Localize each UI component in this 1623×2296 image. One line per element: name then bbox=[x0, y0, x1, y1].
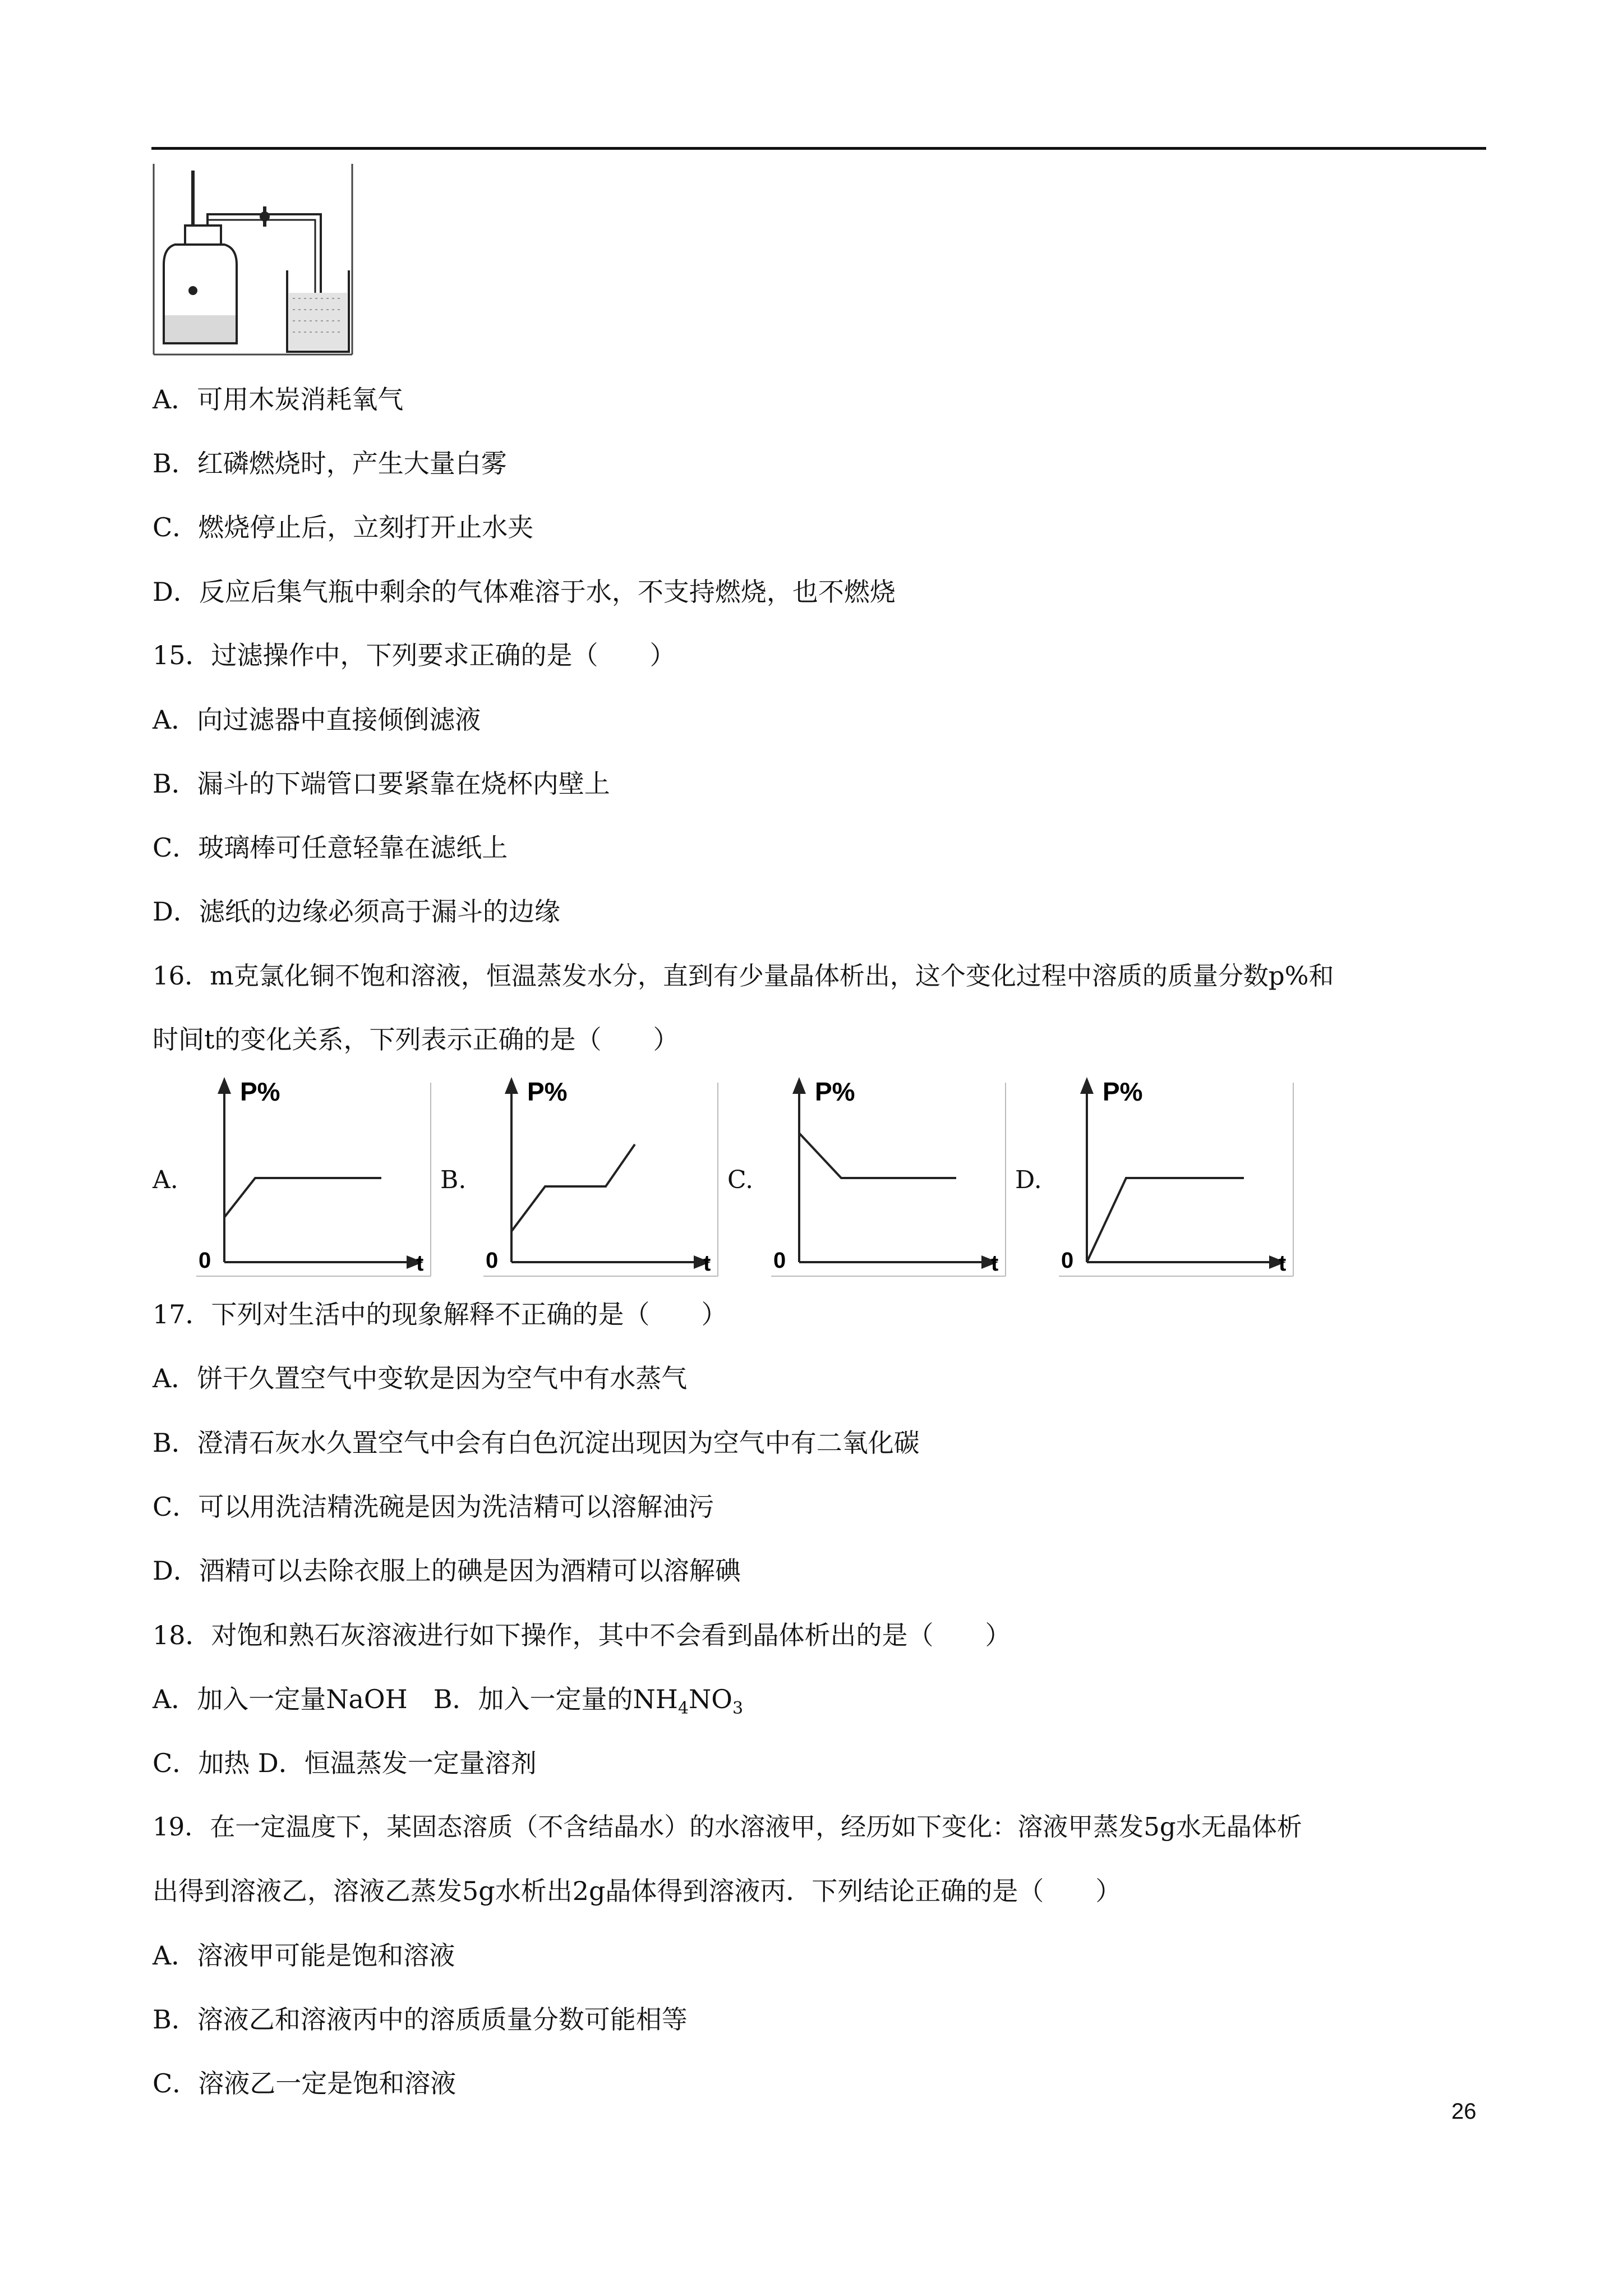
graph-option-d-label: D. bbox=[1015, 1166, 1042, 1194]
graph-option-c bbox=[771, 1071, 1012, 1279]
graph-option-b bbox=[483, 1071, 725, 1279]
graph-a-ylabel: P% bbox=[240, 1077, 280, 1106]
q18-sub-4: 4 bbox=[677, 1699, 689, 1719]
page-number: 26 bbox=[1451, 2099, 1477, 2124]
q18-sub-3: 3 bbox=[732, 1699, 744, 1719]
graph-a-origin: 0 bbox=[199, 1248, 211, 1273]
graph-b-origin: 0 bbox=[486, 1248, 499, 1273]
graph-d-origin: 0 bbox=[1061, 1248, 1074, 1273]
q17-option-b: B．澄清石灰水久置空气中会有白色沉淀出现因为空气中有二氧化碳 bbox=[153, 1428, 920, 1458]
graph-option-a bbox=[196, 1071, 437, 1279]
graph-d-ylabel: P% bbox=[1103, 1077, 1143, 1106]
q17-option-a: A．饼干久置空气中变软是因为空气中有水蒸气 bbox=[153, 1363, 688, 1393]
header-rule bbox=[151, 147, 1486, 150]
graph-option-a-label: A. bbox=[153, 1166, 178, 1194]
graph-a-xlabel: t bbox=[416, 1251, 424, 1276]
graph-option-d bbox=[1059, 1071, 1300, 1279]
q17-stem: 17．下列对生活中的现象解释不正确的是（ ） bbox=[153, 1299, 727, 1329]
graph-b-xlabel: t bbox=[703, 1251, 711, 1276]
q16-stem-line2: 时间t的变化关系，下列表示正确的是（ ） bbox=[153, 1024, 679, 1055]
q15-option-d: D．滤纸的边缘必须高于漏斗的边缘 bbox=[153, 896, 560, 927]
q17-option-c: C．可以用洗洁精洗碗是因为洗洁精可以溶解油污 bbox=[153, 1492, 714, 1522]
graph-b-ylabel: P% bbox=[527, 1077, 568, 1106]
q15-option-a: A．向过滤器中直接倾倒滤液 bbox=[153, 705, 481, 735]
graph-d-xlabel: t bbox=[1279, 1251, 1287, 1276]
q14-option-b: B．红磷燃烧时，产生大量白雾 bbox=[153, 448, 507, 478]
q19-option-a: A．溶液甲可能是饱和溶液 bbox=[153, 1940, 455, 1971]
q19-stem-line2: 出得到溶液乙，溶液乙蒸发5g水析出2g晶体得到溶液丙．下列结论正确的是（ ） bbox=[153, 1876, 1122, 1906]
q15-option-b: B．漏斗的下端管口要紧靠在烧杯内壁上 bbox=[153, 769, 610, 799]
q18-options-cd: C．加热 D．恒温蒸发一定量溶剂 bbox=[153, 1748, 537, 1778]
q14-option-d: D．反应后集气瓶中剩余的气体难溶于水，不支持燃烧，也不燃烧 bbox=[153, 577, 896, 607]
graph-option-c-label: C. bbox=[727, 1166, 754, 1194]
q15-stem: 15．过滤操作中，下列要求正确的是（ ） bbox=[153, 640, 676, 670]
q19-option-c: C．溶液乙一定是饱和溶液 bbox=[153, 2068, 457, 2099]
graph-c-origin: 0 bbox=[773, 1248, 786, 1273]
q16-stem-line1: 16．m克氯化铜不饱和溶液，恒温蒸发水分，直到有少量晶体析出，这个变化过程中溶质的质量分数p%和 bbox=[153, 961, 1334, 991]
q19-stem-line1: 19．在一定温度下，某固态溶质（不含结晶水）的水溶液甲，经历如下变化：溶液甲蒸发5g水无晶体析 bbox=[153, 1812, 1302, 1842]
q14-option-a: A．可用木炭消耗氧气 bbox=[153, 384, 404, 415]
graph-c-ylabel: P% bbox=[815, 1077, 855, 1106]
q17-option-d: D．酒精可以去除衣服上的碘是因为酒精可以溶解碘 bbox=[153, 1556, 741, 1586]
graph-c-xlabel: t bbox=[991, 1251, 999, 1276]
graph-option-b-label: B. bbox=[440, 1166, 467, 1194]
apparatus-figure bbox=[153, 164, 354, 360]
q15-option-c: C．玻璃棒可任意轻靠在滤纸上 bbox=[153, 832, 508, 863]
q19-option-b: B．溶液乙和溶液丙中的溶质质量分数可能相等 bbox=[153, 2004, 688, 2035]
q14-option-c: C．燃烧停止后，立刻打开止水夹 bbox=[153, 512, 534, 542]
q18-options-ab-text: A．加入一定量NaOH B．加入一定量的NH bbox=[153, 1684, 678, 1714]
q18-stem: 18．对饱和熟石灰溶液进行如下操作，其中不会看到晶体析出的是（ ） bbox=[153, 1620, 1011, 1650]
q18-options-ab bbox=[153, 1682, 743, 1726]
q18-no: NO bbox=[688, 1684, 732, 1714]
